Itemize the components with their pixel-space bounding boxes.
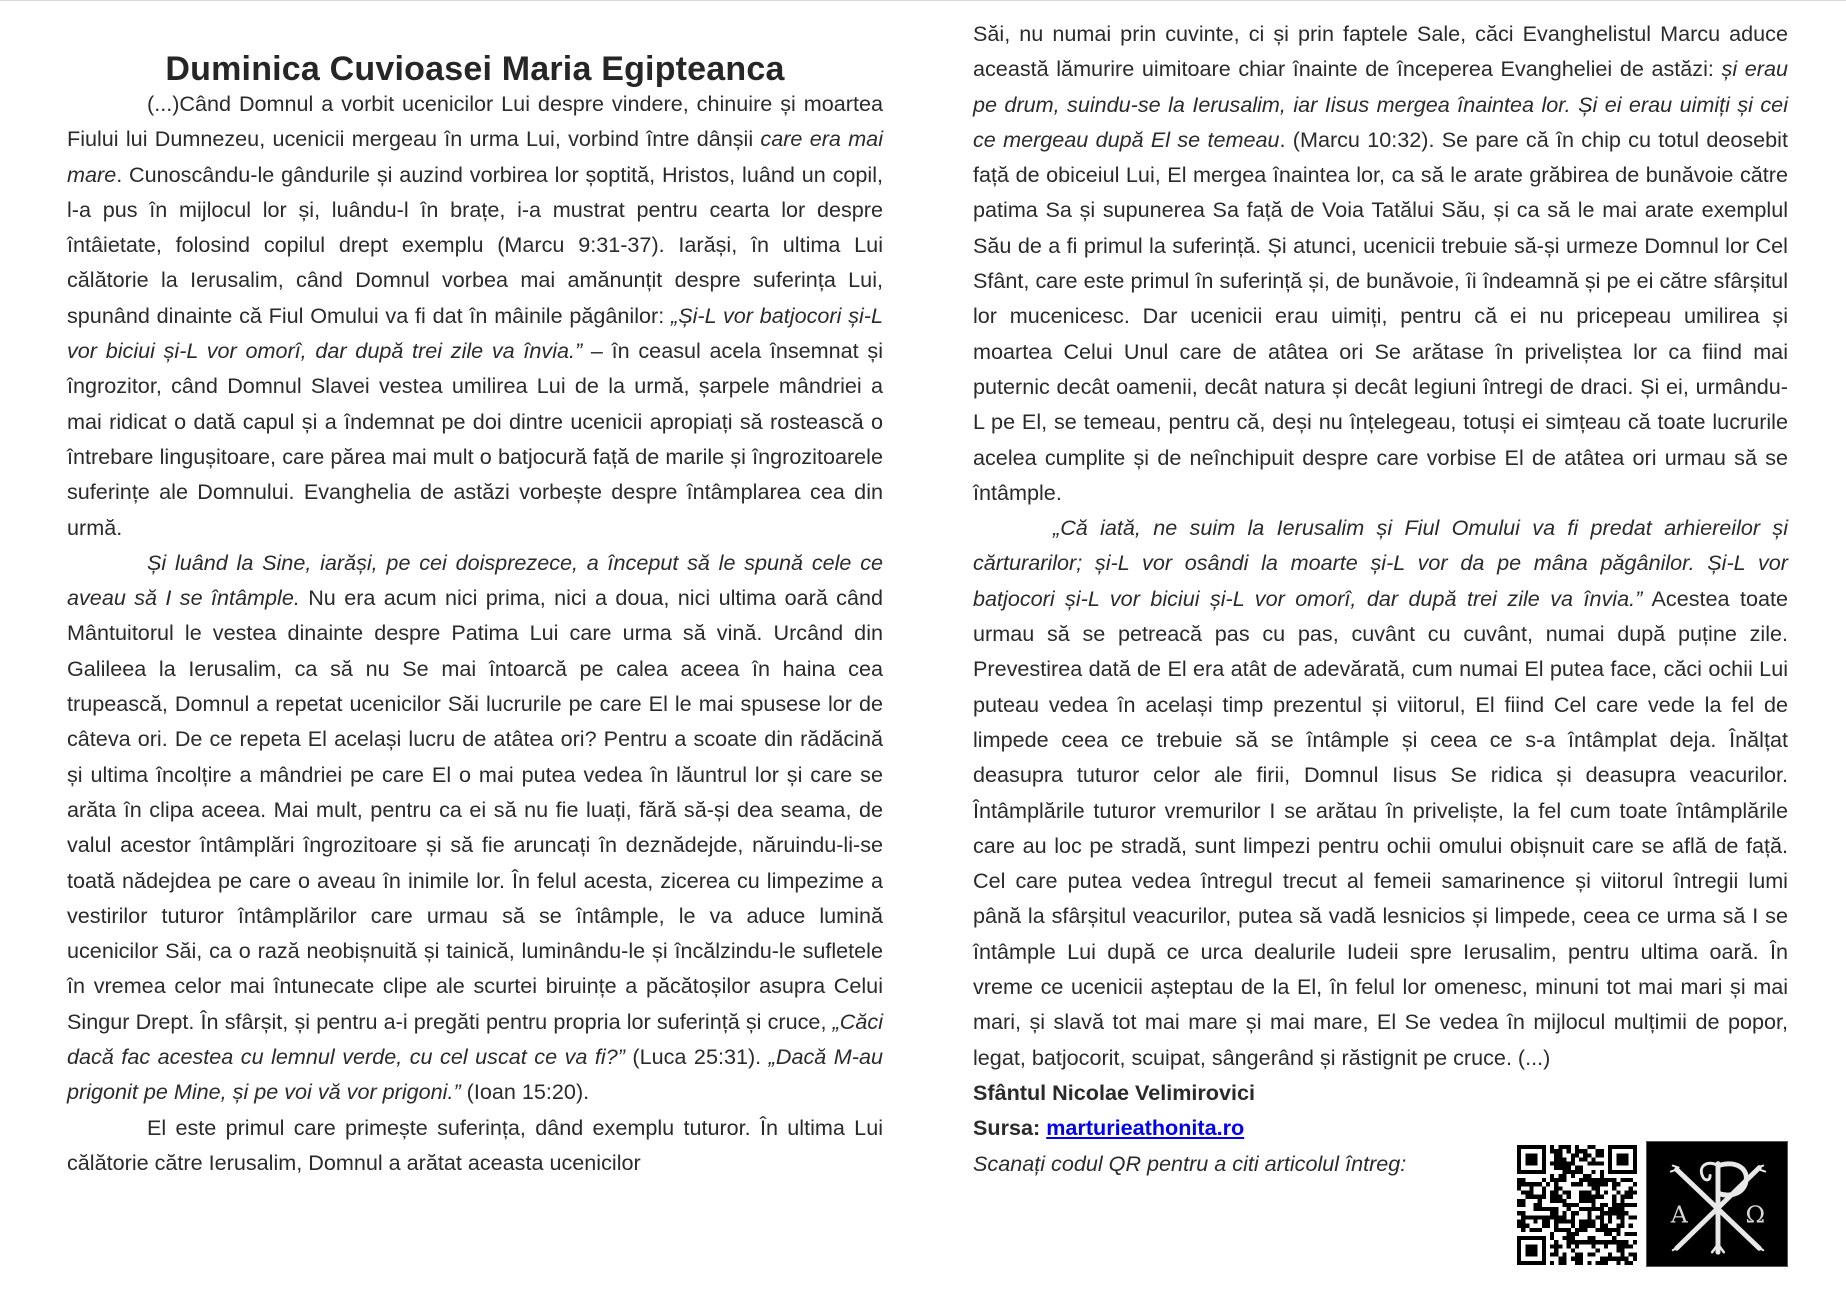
rho-bowl [1718, 1164, 1746, 1195]
paragraph-3 [67, 1110, 883, 1181]
text-run: Săi, nu numai prin cuvinte, ci și prin faptele Sale, căci Evanghelistul Marcu aduce această lămurire uimitoare chiar înainte de începerea Evangheliei de astăzi: [973, 21, 1788, 82]
italic-quote: care era mai mare [67, 126, 883, 187]
author-name: Sfântul Nicolae Velimirovici [973, 1079, 1256, 1105]
page-title: Duminica Cuvioasei Maria Egipteanca [165, 49, 785, 88]
italic-quote: „Dacă M-au prigonit pe Mine, și pe voi vă vor prigoni.” [67, 1044, 883, 1105]
text-run: El este primul care primește suferința, dând exemplu tuturor. În ultima Lui călătorie către Ierusalim, Domnul a arătat aceasta ucenicilor [67, 1114, 883, 1175]
italic-quote: Și luând la Sine, iarăși, pe cei doisprezece, a început să le spună cele ce aveau să I se întâmple. [67, 549, 883, 611]
left-column [67, 86, 883, 1180]
text-run: . Cunoscându-le gândurile și auzind vorbirea lor șoptită, Hristos, luând un copil, l-a pus în mijlocul lor și, luându-l în brațe, i-a mustrat pentru cearta lor despre întâietate, folosind copilul drept exemplu (Marcu 9:31-37). Iarăși, în ultima Lui călătorie la Ierusalim, când Domnul vorbea mai amănunțit despre suferința Lui, spunând dinainte că Fiul Omului va fi dat în mâinile păgânilor: [67, 161, 883, 328]
qr-prompt: Scanați codul QR pentru a citi articolul întreg: [973, 1150, 1407, 1176]
qr-code-graphic [1517, 1143, 1637, 1267]
top-rule [0, 0, 1846, 1]
qr-finder-pattern [1616, 1153, 1628, 1165]
chi-rho-icon [1647, 1142, 1787, 1266]
paragraph-2 [67, 545, 883, 1110]
paragraph-4 [973, 16, 1788, 510]
text-run: Acestea toate urmau să se petreacă pas cu pas, cuvânt cu cuvânt, numai după puține zile. Prevestirea dată de El era atât de adevărată, cum numai El putea face, căci ochii Lui puteau vedea în același timp prezentul și viitorul, El fiind Cel care vede la fel de limpede ceea ce trebuie să se întâmple și ceea ce s-a întâmplat deja. Înălțat deasupra tuturor celor ale firii, Domnul Iisus Se ridica și deasupra veacurilor. Întâmplările tuturor vremurilor I se arătau în priveliște, la fel cum toate întâmplările care au loc pe stradă, sunt limpezi pentru ochii omului obișnuit care se află de față. Cel care putea vedea întregul trecut al femeii samarinence și viitorul întregii lumi până la sfârșitul veacurilor, putea să vadă lesnicios și limpede, ceea ce urma să I se întâmple Lui după ce urca dealurile Iudeii spre Ierusalim, pentru ultima oară. În vreme ce ucenicii așteptau de la El, în felul lor omenesc, minuni tot mai mari și mai mari, și slavă tot mai mare și mai mare, El Se vedea în mijlocul mulțimii de popor, legat, batjocorit, scuipat, sângerând și răstignit pe cruce. (...) [973, 585, 1789, 1070]
qr-finder-pattern [1525, 1153, 1537, 1165]
text-run: (Ioan 15:20). [460, 1079, 590, 1105]
alpha-letter: Α [1670, 1200, 1688, 1229]
chi-rho-logo [1646, 1141, 1788, 1267]
right-column [973, 16, 1788, 1181]
qr-code-icon[interactable] [1517, 1143, 1637, 1267]
italic-quote: „Că iată, ne suim la Ierusalim și Fiul Omului va fi predat arhiereilor și cărturarilor; și-L vor osândi la moarte și-L vor da pe mâna păgânilor. Și-L vor batjocori și-L vor biciui și-L vor omorî, dar după trei zile va învia.” [973, 515, 1788, 611]
paragraph-1 [67, 86, 883, 545]
italic-quote: „Căci dacă fac acestea cu lemnul verde, cu cel uscat ce va fi?” [67, 1008, 883, 1070]
paragraph-5 [973, 510, 1788, 1075]
text-run: (...)Când Domnul a vorbit ucenicilor Lui despre vindere, chinuire și moartea Fiului lui Dumnezeu, ucenicii mergeau în urma Lui, vorbind între dânșii [67, 91, 883, 152]
italic-quote: și erau pe drum, suindu-se la Ierusalim, iar Iisus mergea înaintea lor. Și ei erau uimiți și cei ce mergeau după El se temeau [973, 56, 1788, 152]
qr-finder-pattern [1525, 1244, 1537, 1256]
source-label: Sursa: [973, 1115, 1041, 1141]
omega-letter: Ω [1745, 1200, 1766, 1229]
text-run: Nu era acum nici prima, nici a doua, nici ultima oară când Mântuitorul le vestea dinainte despre Patima Lui care urma să vină. Urcând din Galileea la Ierusalim, ca să nu Se mai întoarcă pe calea aceea în haina cea trupească, Domnul a repetat ucenicilor Săi lucrurile pe care El le mai spusese lor de câteva ori. De ce repeta El același lucru de atâtea ori? Pentru a scoate din rădăcină și ultima încolțire a mândriei pe care El o mai putea vedea în lăuntrul lor și care se arăta în clipa aceea. Mai mult, pentru ca ei să nu fie luați, fără să-și dea seama, de valul acestor întâmplări îngrozitoare și să fie aruncați în deznădejde, năruindu-li-se toată nădejdea pe care o aveau în inimile lor. În felul acesta, zicerea cu limpezime a vestirilor tuturor întâmplărilor care urmau să se întâmple, le va aduce lumină ucenicilor Săi, ca o rază neobișnuită și tainică, luminându-le și încălzindu-le sufletele în vremea celor mai întunecate clipe ale scurtei biruințe a păcătoșilor asupra Celui Singur Drept. În sfârșit, și pentru a-i pregăti pentru propria lor suferință și cruce, [67, 585, 884, 1034]
text-run: – în ceasul acela însemnat și îngrozitor, când Domnul Slavei vestea umilirea Lui de la urmă, șarpele mândriei a mai ridicat o dată capul și a îndemnat pe doi dintre ucenicii apropiați să rostească o întrebare lingușitoare, care părea mai mult o batjocură față de marile și îngrozitoarele suferințe ale Domnului. Evanghelia de astăzi vorbește despre întâmplarea cea din urmă. [67, 338, 883, 540]
rho-flourish [1701, 1163, 1718, 1180]
text-run: . (Marcu 10:32). Se pare că în chip cu totul deosebit față de obiceiul Lui, El mergea înaintea lor, ca să le arate grăbirea de bunăvoie către patima Sa și supunerea Sa față de Voia Tatălui Său, și ca să le mai arate exemplul Său de a fi primul la suferință. Și atunci, ucenicii trebuie să-și urmeze Domnul lor Cel Sfânt, care este primul în suferință și, de bunăvoie, îi îndeamnă și pe ei către sfârșitul lor mucenicesc. Dar ucenicii erau uimiți, pentru că ei nu pricepeau umilirea și moartea Celui Unul care de atâtea ori Se arătase în priveliștea lor ca fiind mai puternic decât oamenii, decât natura și decât legiuni întregi de draci. Și ei, urmându-L pe El, se temeau, pentru că, deși nu înțelegeau, totuși ei simțeau că toate lucrurile acelea cumplite și de neînchipuit despre care vorbise El de atâtea ori urmau să se întâmple. [973, 126, 1788, 505]
source-link[interactable]: marturieathonita.ro [1046, 1115, 1245, 1141]
text-run: (Luca 25:31). [624, 1044, 769, 1070]
italic-quote: „Și-L vor batjocori și-L vor biciui și-L vor omorî, dar după trei zile va învia.” [67, 302, 883, 364]
